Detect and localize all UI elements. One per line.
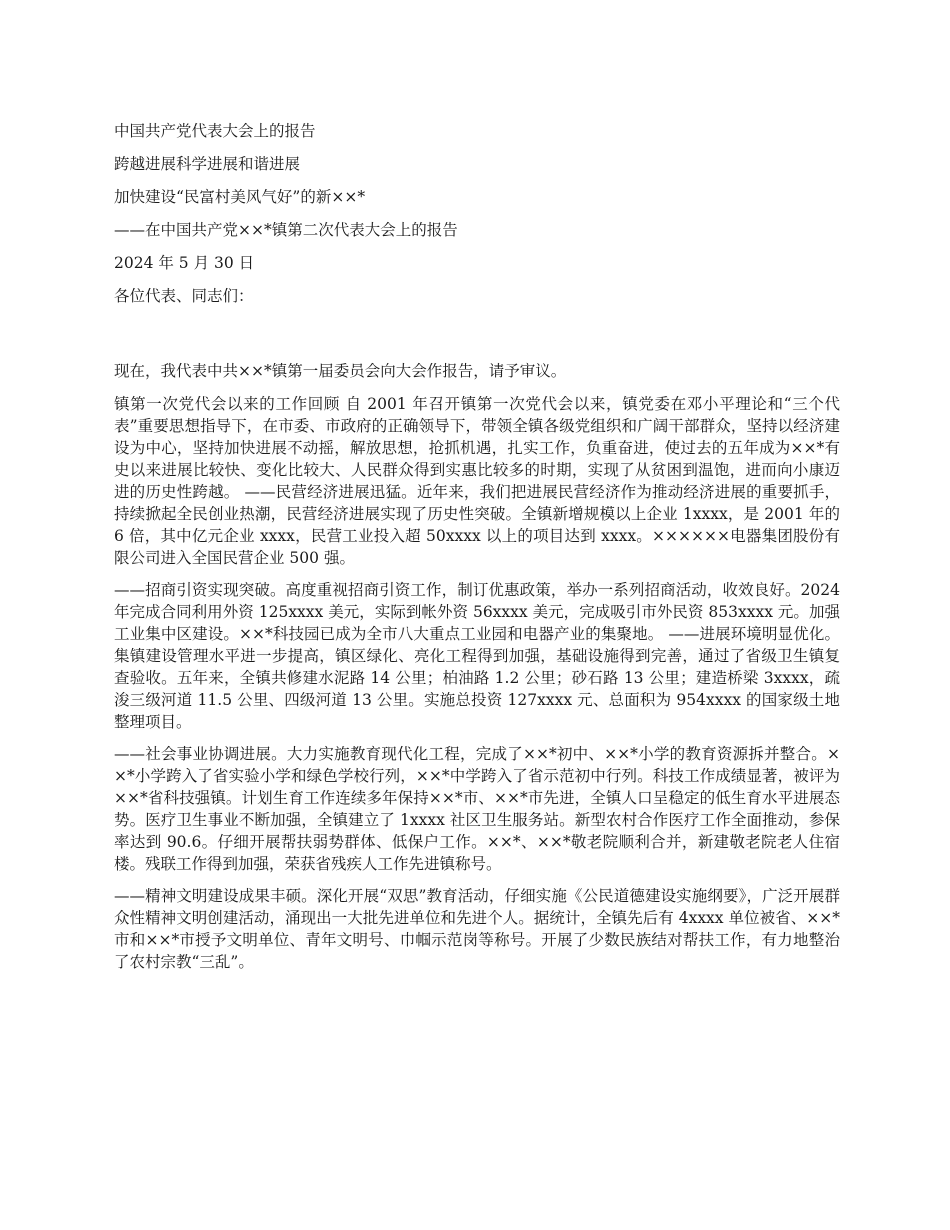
section-gap [114, 318, 840, 360]
report-date: 2024 年 5 月 30 日 [114, 254, 255, 272]
report-occasion: ——在中国共产党××*镇第二次代表大会上的报告 [114, 221, 458, 239]
report-title: 中国共产党代表大会上的报告 [114, 122, 316, 140]
civilization-paragraph: ——精神文明建设成果丰硕。深化开展“双思”教育活动，仔细实施《公民道德建设实施纲要》，广泛开展群众性精神文明创建活动，涌现出一大批先进单位和先进个人。据统计，全镇先后有 4xxxx 单位被省、××*市和××*市授予文明单位、青年文明号、巾帼示范岗等称号。开展了少数民族结对帮扶工作，有力地整治了农村宗教“三乱”。 [114, 887, 840, 971]
report-subtitle: 加快建设“民富村美风气好”的新××* [114, 188, 366, 206]
work-review-paragraph: 镇第一次党代会以来的工作回顾 自 2001 年召开镇第一次党代会以来，镇党委在邓小平理论和“三个代表”重要思想指导下，在市委、市政府的正确领导下，带领全镇各级党组织和广阔干部群众，坚持以经济建设为中心，坚持加快进展不动摇，解放思想，抢抓机遇，扎实工作，负重奋进，使过去的五年成为××*有史以来进展比较快、变化比较大、人民群众得到实惠比较多的时期，实现了从贫困到温饱，进而向小康迈进的历史性跨越。 ——民营经济进展迅猛。近年来，我们把进展民营经济作为推动经济进展的重要抓手，持续掀起全民创业热潮，民营经济进展实现了历史性突破。全镇新增规模以上企业 1xxxx，是 2001 年的 6 倍，其中亿元企业 xxxx，民营工业投入超 50xxxx 以上的项目达到 xxxx。××××××电器集团股份有限公司进入全国民营企业 500 强。 [114, 395, 840, 567]
social-affairs-paragraph: ——社会事业协调进展。大力实施教育现代化工程，完成了××*初中、××*小学的教育资源拆并整合。××*小学跨入了省实验小学和绿色学校行列，××*中学跨入了省示范初中行列。科技工作成绩显著，被评为××*省科技强镇。计划生育工作连续多年保持××*市、××*市先进，全镇人口呈稳定的低生育水平进展态势。医疗卫生事业不断加强，全镇建立了 1xxxx 社区卫生服务站。新型农村合作医疗工作全面推动，参保率达到 90.6。仔细开展帮扶弱势群体、低保户工作。××*、××*敬老院顺利合并，新建敬老院老人住宿楼。残联工作得到加强，荣获省残疾人工作先进镇称号。 [114, 745, 840, 873]
report-theme: 跨越进展科学进展和谐进展 [114, 155, 301, 173]
intro-paragraph: 现在，我代表中共××*镇第一届委员会向大会作报告，请予审议。 [114, 362, 567, 380]
document-page [114, 120, 840, 983]
investment-paragraph: ——招商引资实现突破。高度重视招商引资工作，制订优惠政策，举办一系列招商活动，收效良好。2024 年完成合同利用外资 125xxxx 美元，实际到帐外资 56xxxx 美元，完成吸引市外民资 853xxxx 元。加强工业集中区建设。××*科技园已成为全市八大重点工业园和电器产业的集聚地。 ——进展环境明显优化。集镇建设管理水平进一步提高，镇区绿化、亮化工程得到加强，基础设施得到完善，通过了省级卫生镇复查验收。五年来，全镇共修建水泥路 14 公里；柏油路 1.2 公里；砂石路 13 公里；建造桥梁 3xxxx，疏浚三级河道 11.5 公里、四级河道 13 公里。实施总投资 127xxxx 元、总面积为 954xxxx 的国家级土地整理项目。 [114, 581, 840, 731]
salutation: 各位代表、同志们： [114, 287, 254, 305]
